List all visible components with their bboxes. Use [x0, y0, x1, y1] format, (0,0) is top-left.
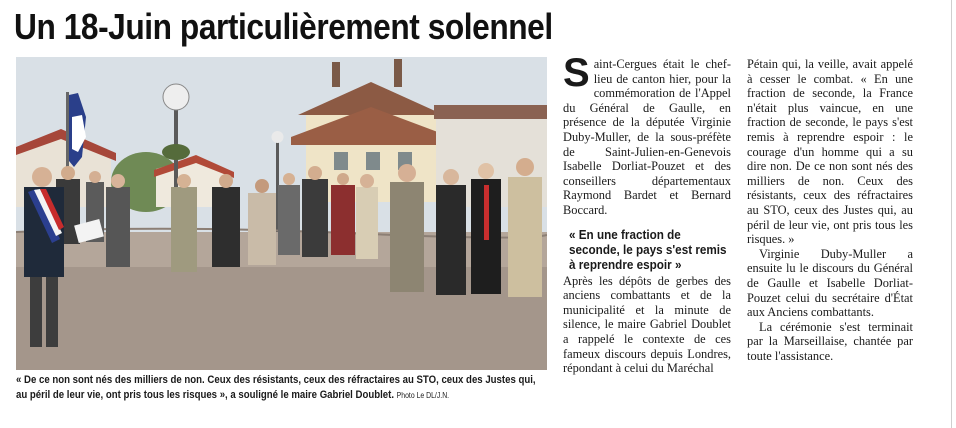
article-column-2 — [747, 57, 913, 363]
ceremony-photo — [16, 57, 547, 370]
article-paragraph-1: aint-Cergues était le chef-lieu de canton hier, pour la commémoration de l'Appel du Général de Gaulle, en présence de la députée Virginie Duby-Muller, de la sous-préfète de Saint-Julien-en-Genevois Isabelle Dorliat-Pouzet et des conseillers départementaux Raymond Bardet et Bernard Boccard. — [563, 57, 731, 217]
article-paragraph-5: La cérémonie s'est terminait par la Marseillaise, chantée par toute l'assistance. — [747, 319, 913, 363]
pull-quote: « En une fraction de seconde, le pays s'est remis à reprendre espoir » — [569, 226, 727, 272]
page-edge-divider — [951, 0, 952, 428]
caption-text: « De ce non sont nés des milliers de non. Ceux des résistants, ceux des réfractaires au STO, ceux des Justes qui, au péril de leur vie, ont pris tous les risques », a souligné le maire Gabriel Doublet. — [16, 374, 536, 401]
photo-credit: Photo Le DL/J.N. — [396, 391, 450, 400]
headline: Un 18-Juin particulièrement solennel — [14, 6, 553, 47]
article-column-1 — [563, 51, 731, 376]
photo-caption — [16, 373, 549, 403]
article-paragraph-2: Après les dépôts de gerbes des anciens combattants et de la municipalité et la minute de silence, le maire Gabriel Doublet a rappelé le contexte de ces fameux discours depuis Londres, répondant à celui du Maréchal — [563, 273, 731, 376]
dropcap: S — [563, 51, 590, 95]
article-paragraph-4: Virginie Duby-Muller a ensuite lu le discours du Général de Gaulle et Isabelle Dorliat-Pouzet celui du secrétaire d'État aux Anciens combattants. — [747, 246, 913, 320]
article-paragraph-3: Pétain qui, la veille, avait appelé à cesser le combat. « En une fraction de seconde, la France n'était plus vaincue, en une fraction de seconde, le pays s'est remis à reprendre espoir : le courage d'un homme qui a su dire non. De ce non sont nés des milliers de non. Ceux des résistants, ceux des réfractaires au STO, ceux des Justes qui, au péril de leur vie, ont pris tous les risques. » — [747, 57, 913, 247]
